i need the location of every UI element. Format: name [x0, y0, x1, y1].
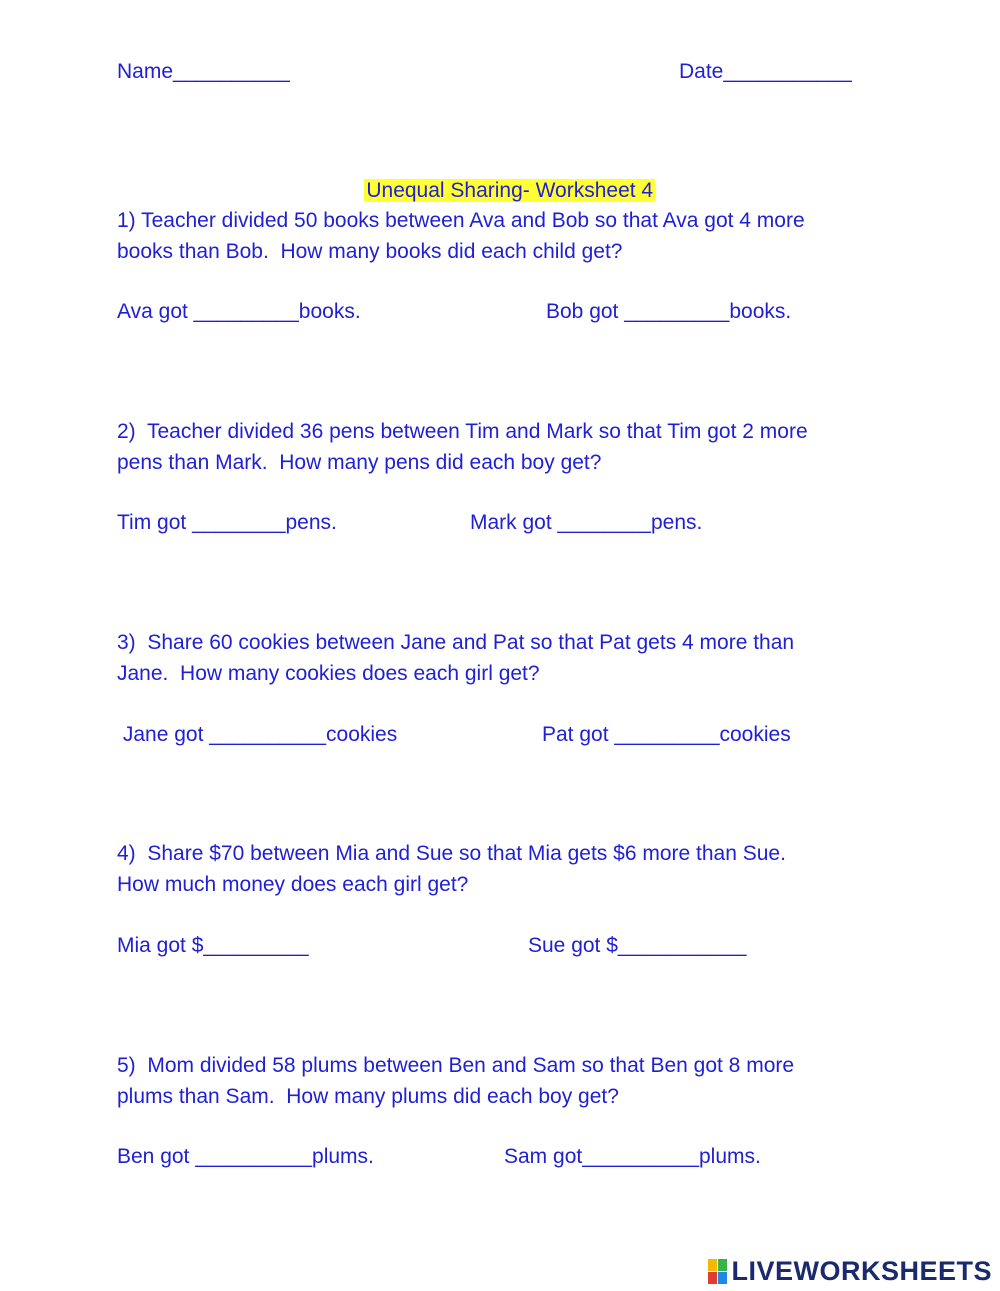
question-5-answer-2[interactable]: Sam got__________plums.	[504, 1145, 761, 1168]
question-5-line-1: 5) Mom divided 58 plums between Ben and Sam so that Ben got 8 more	[117, 1054, 795, 1077]
logo-square-1	[708, 1259, 717, 1271]
question-5-line-2: plums than Sam. How many plums did each boy get?	[117, 1085, 619, 1108]
question-4-answer-2[interactable]: Sue got $___________	[528, 934, 747, 957]
question-2-answer-1[interactable]: Tim got ________pens.	[117, 511, 337, 534]
question-3-line-2: Jane. How many cookies does each girl get?	[117, 662, 540, 685]
question-3-answer-1[interactable]: Jane got __________cookies	[117, 723, 398, 746]
question-4-line-2: How much money does each girl get?	[117, 873, 469, 896]
date-field-label: Date___________	[679, 60, 852, 83]
question-1-line-2: books than Bob. How many books did each child get?	[117, 240, 623, 263]
liveworksheets-logo[interactable]	[708, 1253, 992, 1289]
question-2-answer-2[interactable]: Mark got ________pens.	[470, 511, 703, 534]
question-1-line-1: 1) Teacher divided 50 books between Ava and Bob so that Ava got 4 more	[117, 209, 805, 232]
logo-square-4	[718, 1272, 727, 1284]
liveworksheets-logo-text: LIVEWORKSHEETS	[731, 1255, 992, 1286]
question-1-answer-2[interactable]: Bob got _________books.	[546, 300, 792, 323]
question-5-answer-1[interactable]: Ben got __________plums.	[117, 1145, 374, 1168]
liveworksheets-logo-icon	[708, 1259, 727, 1284]
question-3-answer-2[interactable]: Pat got _________cookies	[542, 723, 791, 746]
logo-square-3	[708, 1272, 717, 1284]
question-1-answer-1[interactable]: Ava got _________books.	[117, 300, 361, 323]
question-2-line-1: 2) Teacher divided 36 pens between Tim and Mark so that Tim got 2 more	[117, 420, 808, 443]
question-4-answer-1[interactable]: Mia got $_________	[117, 934, 309, 957]
question-4-line-1: 4) Share $70 between Mia and Sue so that Mia gets $6 more than Sue.	[117, 842, 786, 865]
logo-square-2	[718, 1259, 727, 1271]
worksheet-title: Unequal Sharing- Worksheet 4	[366, 179, 654, 202]
question-3-line-1: 3) Share 60 cookies between Jane and Pat so that Pat gets 4 more than	[117, 631, 795, 654]
question-2-line-2: pens than Mark. How many pens did each boy get?	[117, 451, 602, 474]
name-field-label: Name__________	[117, 60, 290, 83]
